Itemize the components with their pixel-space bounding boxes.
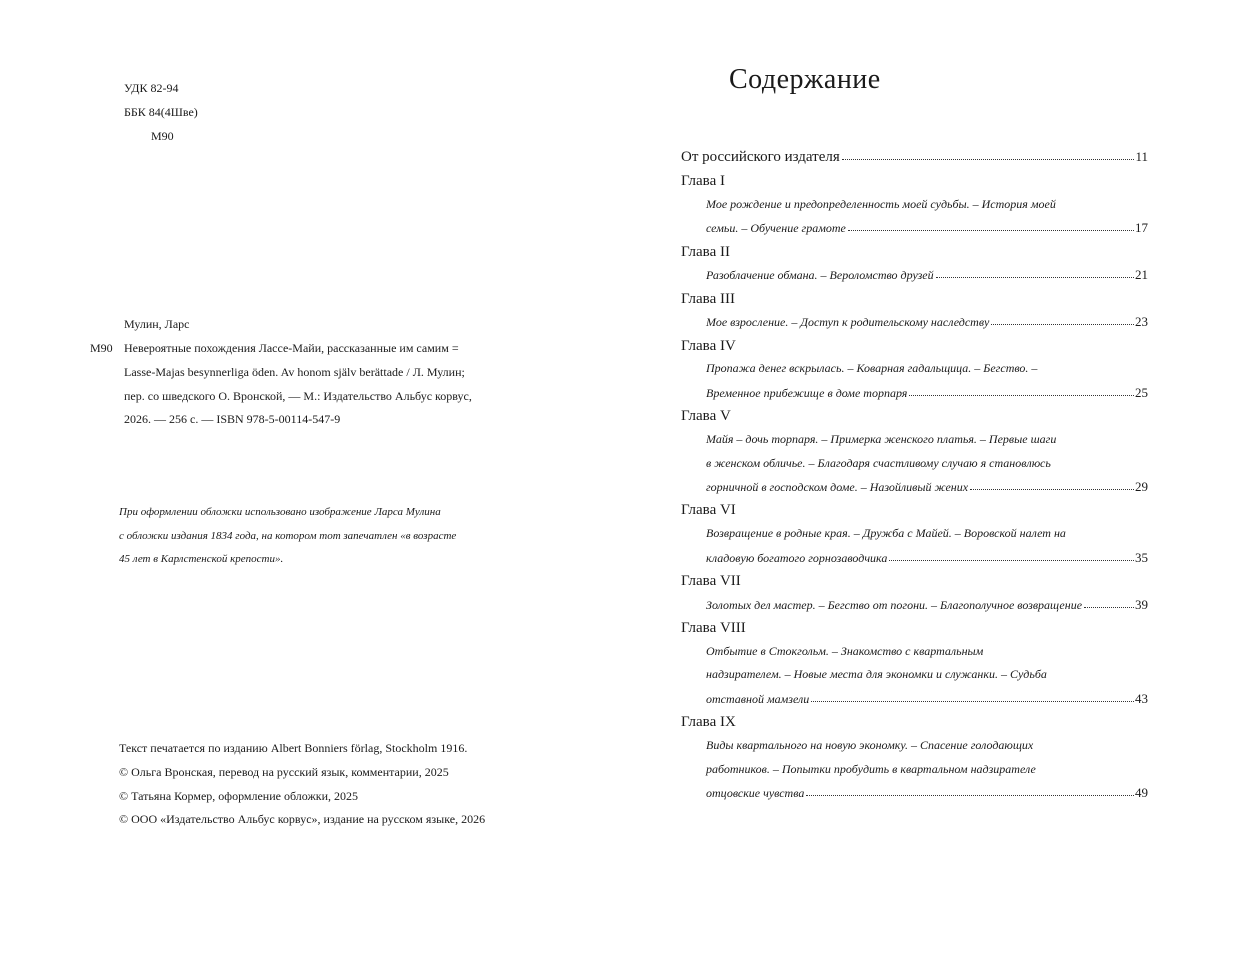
toc-entry-chapter-1[interactable] bbox=[706, 220, 1148, 236]
toc-entry-label: От российского издателя bbox=[681, 149, 840, 165]
chapter-summary-line: Отбытие в Стокгольм. – Знакомство с квартальным bbox=[706, 644, 984, 658]
chapter-title[interactable]: Глава VIII bbox=[681, 620, 746, 636]
cover-note-line: с обложки издания 1834 года, на котором тот запечатлен «в возрасте bbox=[119, 530, 457, 542]
page-number: 39 bbox=[1135, 597, 1148, 612]
chapter-summary-line: отставной мамзели bbox=[706, 692, 810, 706]
toc-title: Содержание bbox=[729, 64, 881, 95]
author-name: Мулин, Ларс bbox=[124, 317, 190, 331]
leader-dots bbox=[909, 394, 1134, 396]
leader-dots bbox=[842, 158, 1135, 160]
toc-entry-preface[interactable] bbox=[681, 149, 1148, 166]
toc-entry-chapter-8[interactable] bbox=[706, 691, 1148, 707]
page-number: 17 bbox=[1135, 220, 1148, 235]
page-number: 21 bbox=[1135, 267, 1148, 282]
page-number: 29 bbox=[1135, 479, 1148, 494]
chapter-title[interactable]: Глава IX bbox=[681, 714, 736, 730]
biblio-line: пер. со шведского О. Вронской, — М.: Издательство Альбус корвус, bbox=[124, 389, 472, 403]
copyright-line: © Ольга Вронская, перевод на русский язык, комментарии, 2025 bbox=[119, 765, 449, 779]
leader-dots bbox=[936, 276, 1134, 278]
page-number: 25 bbox=[1135, 385, 1148, 400]
chapter-summary-line: в женском обличье. – Благодаря счастливому случаю я становлюсь bbox=[706, 456, 1051, 470]
cover-note-line: 45 лет в Карлстенской крепости». bbox=[119, 553, 284, 565]
chapter-summary-line: отцовские чувства bbox=[706, 786, 805, 800]
chapter-title[interactable]: Глава III bbox=[681, 291, 735, 307]
author-sign: М90 bbox=[151, 129, 174, 143]
toc-entry-chapter-7[interactable] bbox=[706, 597, 1148, 613]
chapter-title[interactable]: Глава V bbox=[681, 408, 731, 424]
copyright-line: © Татьяна Кормер, оформление обложки, 2025 bbox=[119, 789, 359, 803]
chapter-summary-line: Золотых дел мастер. – Бегство от погони. – Благополучное возвращение bbox=[706, 598, 1083, 612]
copyright-line: © ООО «Издательство Альбус корвус», издание на русском языке, 2026 bbox=[119, 812, 486, 826]
leader-dots bbox=[806, 794, 1134, 796]
chapter-title[interactable]: Глава IV bbox=[681, 338, 736, 354]
chapter-summary-line: семьи. – Обучение грамоте bbox=[706, 221, 846, 235]
udk-code: УДК 82-94 bbox=[124, 81, 179, 95]
chapter-summary-line: Мое рождение и предопределенность моей судьбы. – История моей bbox=[706, 197, 1056, 211]
chapter-title[interactable]: Глава II bbox=[681, 244, 730, 260]
leader-dots bbox=[811, 700, 1134, 702]
toc-entry-chapter-4[interactable] bbox=[706, 385, 1148, 401]
toc-entry-chapter-6[interactable] bbox=[706, 550, 1148, 566]
toc-entry-chapter-5[interactable] bbox=[706, 479, 1148, 495]
chapter-summary-line: Виды квартального на новую экономку. – Спасение голодающих bbox=[706, 738, 1034, 752]
chapter-title[interactable]: Глава I bbox=[681, 173, 725, 189]
chapter-summary-line: Возвращение в родные края. – Дружба с Майей. – Воровской налет на bbox=[706, 526, 1066, 540]
chapter-summary-line: Временное прибежище в доме торпаря bbox=[706, 386, 908, 400]
chapter-summary-line: Майя – дочь торпаря. – Примерка женского платья. – Первые шаги bbox=[706, 432, 1057, 446]
chapter-summary-line: Разоблачение обмана. – Вероломство друзей bbox=[706, 268, 934, 282]
chapter-summary-line: кладовую богатого горнозаводчика bbox=[706, 551, 888, 565]
toc-entry-chapter-3[interactable] bbox=[706, 314, 1148, 330]
biblio-line: Невероятные похождения Лассе-Майи, рассказанные им самим = bbox=[124, 341, 459, 355]
copyright-line: Текст печатается по изданию Albert Bonniers förlag, Stockholm 1916. bbox=[119, 741, 468, 755]
author-sign-margin: М90 bbox=[90, 341, 113, 355]
page-number: 23 bbox=[1135, 314, 1148, 329]
biblio-line: 2026. — 256 с. — ISBN 978-5-00114-547-9 bbox=[124, 412, 341, 426]
chapter-summary-line: горничной в господском доме. – Назойливый жених bbox=[706, 480, 969, 494]
page-number: 49 bbox=[1135, 785, 1148, 800]
chapter-summary-line: надзирателем. – Новые места для экономки и служанки. – Судьба bbox=[706, 667, 1047, 681]
chapter-summary-line: работников. – Попытки пробудить в квартальном надзирателе bbox=[706, 762, 1036, 776]
page-number: 43 bbox=[1135, 691, 1148, 706]
chapter-summary-line: Мое взросление. – Доступ к родительскому наследству bbox=[706, 315, 990, 329]
page-number: 35 bbox=[1135, 550, 1148, 565]
leader-dots bbox=[970, 488, 1134, 490]
biblio-line: Lasse-Majas besynnerliga öden. Av honom själv berättade / Л. Мулин; bbox=[124, 365, 465, 379]
page-number: 11 bbox=[1135, 149, 1148, 164]
bbk-code: ББК 84(4Шве) bbox=[124, 105, 198, 119]
leader-dots bbox=[1084, 606, 1134, 608]
leader-dots bbox=[889, 559, 1134, 561]
toc-entry-chapter-9[interactable] bbox=[706, 785, 1148, 801]
toc-entry-chapter-2[interactable] bbox=[706, 267, 1148, 283]
leader-dots bbox=[991, 323, 1134, 325]
chapter-summary-line: Пропажа денег вскрылась. – Коварная гадальщица. – Бегство. – bbox=[706, 361, 1038, 375]
chapter-title[interactable]: Глава VI bbox=[681, 502, 736, 518]
chapter-title[interactable]: Глава VII bbox=[681, 573, 741, 589]
cover-note-line: При оформлении обложки использовано изображение Ларса Мулина bbox=[119, 506, 441, 518]
leader-dots bbox=[848, 229, 1134, 231]
